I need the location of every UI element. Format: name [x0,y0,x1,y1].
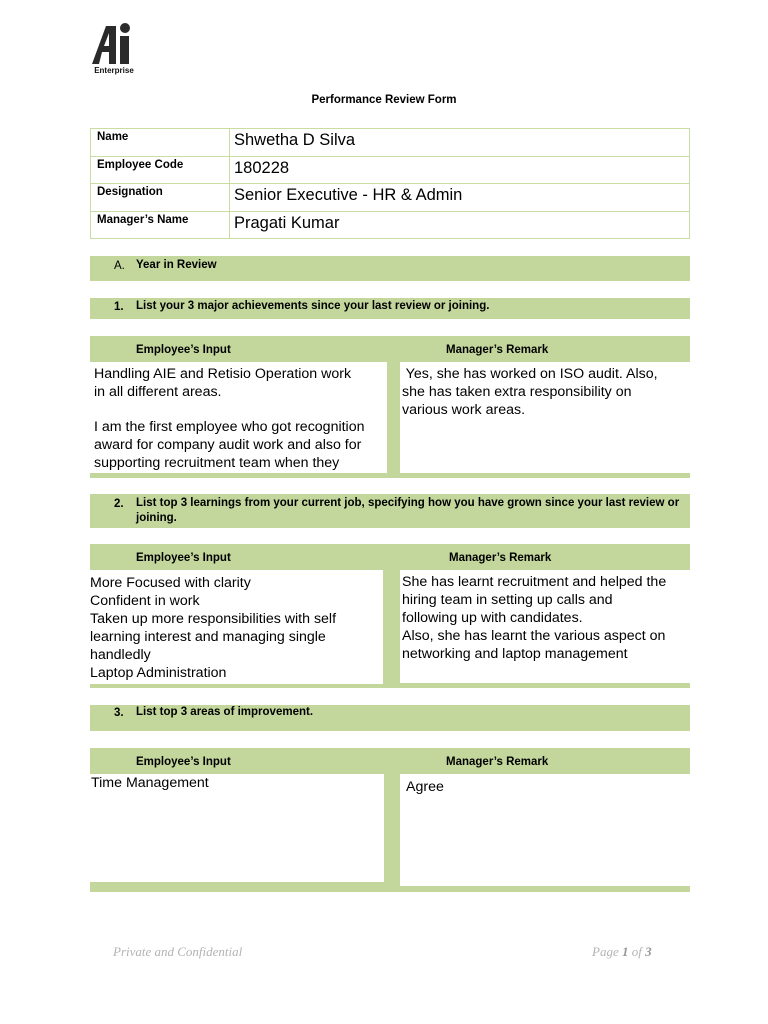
company-logo [88,20,140,78]
page-current: 1 [621,944,629,959]
employee-input-line: handledly [90,647,151,663]
question-3-employee-input [90,774,384,882]
section-a-title: Year in Review [136,259,217,271]
page-total: 3 [645,944,652,959]
question-2-manager-remark [400,570,690,683]
table-row [91,129,690,157]
employee-input-line: Handling AIE and Retisio Operation work [94,366,352,382]
table-row [91,156,690,184]
section-a-bar [90,256,690,281]
question-1-text: List your 3 major achievements since your last review or joining. [136,300,490,312]
manager-remark-header: Manager’s Remark [446,344,549,356]
employee-code-value: 180228 [230,156,690,184]
question-3-number: 3. [114,707,124,719]
employee-input-line: Laptop Administration [90,665,227,681]
name-label: Name [91,129,230,157]
employee-input-line: I am the first employee who got recognition [94,419,365,435]
question-3-bar [90,705,690,731]
question-2-text-line2: joining. [136,512,177,524]
question-3-header [90,748,690,774]
table-row [91,211,690,239]
manager-remark-line: various work areas. [402,402,526,418]
page-of: of [631,944,642,959]
question-1-manager-remark [400,362,690,473]
question-1-panel [90,362,690,478]
name-value: Shwetha D Silva [230,129,690,157]
employee-input-line: learning interest and managing single [90,629,326,645]
question-3-manager-remark [400,774,692,886]
manager-remark-line: Yes, she has worked on ISO audit. Also, [402,366,658,382]
manager-name-label: Manager’s Name [91,211,230,239]
employee-input-line: Confident in work [90,593,200,609]
employee-input-line: award for company audit work and also for [94,437,362,453]
logo-wordmark: Enterprise [94,66,134,75]
section-a-marker: A. [114,260,125,272]
employee-input-line: More Focused with clarity [90,575,251,591]
manager-remark-line: she has taken extra responsibility on [402,384,632,400]
form-title: Performance Review Form [311,94,457,106]
question-2-text-line1: List top 3 learnings from your current job, specifying how you have grown since your last review or [136,497,680,509]
footer-page-number [592,944,652,960]
employee-input-line: Time Management [91,775,209,791]
manager-remark-line: networking and laptop management [402,646,628,662]
footer-confidential: Private and Confidential [113,944,243,959]
question-2-number: 2. [114,498,124,510]
employee-info-table [90,128,690,239]
employee-input-header: Employee’s Input [136,344,231,356]
manager-remark-line: Also, she has learnt the various aspect on [402,628,666,644]
ai-enterprise-logo-icon [88,20,140,66]
employee-input-line: supporting recruitment team when they [94,455,340,471]
manager-remark-line: following up with candidates. [402,610,583,626]
question-2-bar [90,494,690,528]
question-2-panel [90,570,690,688]
table-row [91,184,690,212]
manager-remark-header: Manager’s Remark [446,756,549,768]
question-2-header [90,544,690,570]
question-2-employee-input [90,570,383,684]
employee-input-header: Employee’s Input [136,756,231,768]
employee-input-header: Employee’s Input [136,552,231,564]
manager-remark-line: hiring team in setting up calls and [402,592,613,608]
employee-code-label: Employee Code [91,156,230,184]
manager-remark-header: Manager’s Remark [449,552,552,564]
question-1-header [90,336,690,362]
employee-input-line: in all different areas. [94,384,222,400]
question-1-number: 1. [114,301,124,313]
question-1-employee-input [90,362,387,473]
manager-remark-line: Agree [406,779,444,795]
question-3-text: List top 3 areas of improvement. [136,706,314,718]
manager-remark-line: She has learnt recruitment and helped the [402,574,667,590]
question-3-panel [90,774,690,892]
question-1-bar [90,298,690,319]
designation-value: Senior Executive - HR & Admin [230,184,690,212]
manager-name-value: Pragati Kumar [230,211,690,239]
designation-label: Designation [91,184,230,212]
page-word: Page [592,944,619,959]
employee-input-line: Taken up more responsibilities with self [90,611,337,627]
